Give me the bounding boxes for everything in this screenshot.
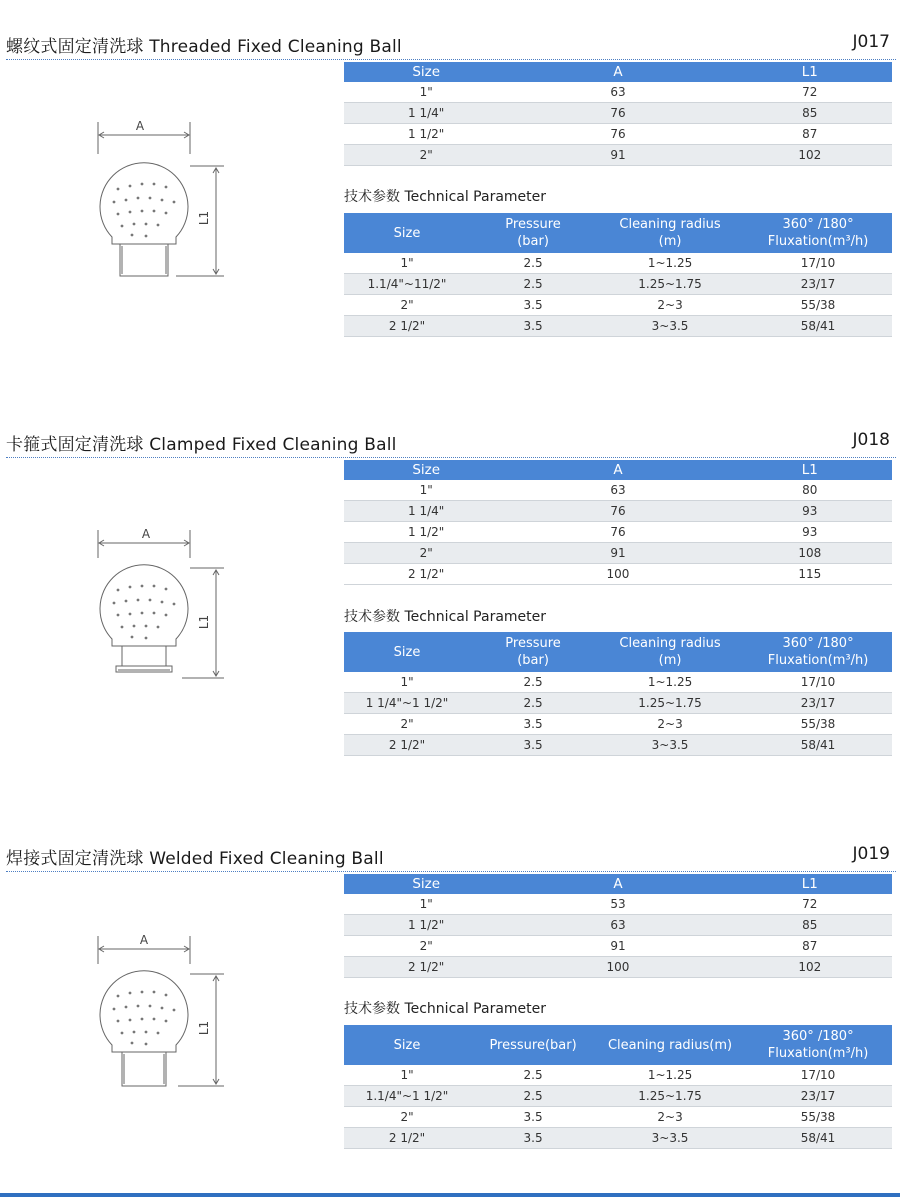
- table-row: [344, 1107, 892, 1128]
- table-row: [344, 295, 892, 316]
- technical-parameter-table: [344, 1025, 892, 1149]
- cell: 55/38: [744, 1107, 892, 1128]
- cell: 1": [344, 480, 508, 501]
- cell: 2 1/2": [344, 957, 508, 978]
- cell: 3~3.5: [596, 1128, 744, 1149]
- tech-parameter-label: 技术参数 Technical Parameter: [344, 189, 547, 205]
- cell: 3~3.5: [596, 316, 744, 337]
- col-header: Size: [344, 62, 508, 82]
- cell: 2.5: [470, 1065, 596, 1086]
- cell: 23/17: [744, 274, 892, 295]
- col-header: A: [508, 62, 727, 82]
- table-row: [344, 714, 892, 735]
- cell: 2.5: [470, 672, 596, 693]
- cell: 23/17: [744, 1086, 892, 1107]
- cell: 87: [728, 124, 892, 145]
- cell: 2": [344, 936, 508, 957]
- cell: 2.5: [470, 274, 596, 295]
- section-title: 焊接式固定清洗球 Welded Fixed Cleaning Ball: [6, 849, 384, 869]
- table-row: [344, 501, 892, 522]
- cell: 58/41: [744, 735, 892, 756]
- cell: 100: [508, 957, 727, 978]
- cell: 2": [344, 1107, 470, 1128]
- cell: 76: [508, 103, 727, 124]
- dim-l1-label: L1: [197, 1020, 211, 1036]
- dim-l1-label: L1: [197, 614, 211, 630]
- cell: 58/41: [744, 316, 892, 337]
- technical-parameter-table: [344, 632, 892, 756]
- clamped-ball-drawing: [88, 518, 238, 688]
- col-header: Size: [344, 1025, 470, 1065]
- cell: 1.25~1.75: [596, 693, 744, 714]
- cell: 17/10: [744, 253, 892, 274]
- cell: 2": [344, 145, 508, 166]
- col-header: Cleaning radius(m): [596, 1025, 744, 1065]
- cell: 1": [344, 82, 508, 103]
- table-row: [344, 894, 892, 915]
- cell: 2.5: [470, 693, 596, 714]
- table-row: [344, 543, 892, 564]
- cell: 87: [728, 936, 892, 957]
- table-row: [344, 274, 892, 295]
- cell: 2~3: [596, 1107, 744, 1128]
- cell: 108: [728, 543, 892, 564]
- cell: 1.1/4"~1 1/2": [344, 1086, 470, 1107]
- cell: 1 1/2": [344, 522, 508, 543]
- cell: 1.25~1.75: [596, 274, 744, 295]
- cell: 1 1/4": [344, 501, 508, 522]
- table-row: [344, 253, 892, 274]
- divider: [6, 871, 896, 872]
- cell: 76: [508, 501, 727, 522]
- col-header: Pressure(bar): [470, 1025, 596, 1065]
- table-row: [344, 82, 892, 103]
- cell: 1.1/4"~11/2": [344, 274, 470, 295]
- table-row: [344, 564, 892, 585]
- cell: 100: [508, 564, 727, 585]
- cell: 2.5: [470, 253, 596, 274]
- cell: 1": [344, 253, 470, 274]
- cell: 2 1/2": [344, 564, 508, 585]
- col-header: Size: [344, 213, 470, 253]
- table-row: [344, 936, 892, 957]
- cell: 1 1/2": [344, 124, 508, 145]
- cell: 3.5: [470, 735, 596, 756]
- dimension-table: [344, 460, 892, 585]
- cell: 63: [508, 480, 727, 501]
- cell: 2": [344, 295, 470, 316]
- col-header: 360° /180° Fluxation(m³/h): [744, 632, 892, 672]
- cell: 91: [508, 543, 727, 564]
- col-header: A: [508, 460, 727, 480]
- dim-a-label: A: [135, 119, 145, 133]
- cell: 102: [728, 145, 892, 166]
- cell: 1~1.25: [596, 672, 744, 693]
- threaded-ball-drawing: [88, 114, 238, 284]
- cell: 3.5: [470, 316, 596, 337]
- cell: 55/38: [744, 295, 892, 316]
- cell: 2~3: [596, 295, 744, 316]
- welded-ball-drawing: [88, 924, 238, 1094]
- cell: 3.5: [470, 295, 596, 316]
- table-row: [344, 316, 892, 337]
- table-row: [344, 735, 892, 756]
- cell: 1": [344, 894, 508, 915]
- dimension-table: [344, 62, 892, 166]
- cell: 85: [728, 103, 892, 124]
- cell: 1 1/2": [344, 915, 508, 936]
- tech-parameter-label: 技术参数 Technical Parameter: [344, 609, 547, 625]
- section-title: 螺纹式固定清洗球 Threaded Fixed Cleaning Ball: [6, 37, 402, 57]
- cell: 1~1.25: [596, 1065, 744, 1086]
- col-header: Cleaning radius (m): [596, 213, 744, 253]
- cell: 58/41: [744, 1128, 892, 1149]
- col-header: Size: [344, 874, 508, 894]
- cell: 76: [508, 124, 727, 145]
- cell: 63: [508, 82, 727, 103]
- col-header: 360° /180° Fluxation(m³/h): [744, 1025, 892, 1065]
- page-bottom-rule: [0, 1193, 900, 1197]
- table-row: [344, 1128, 892, 1149]
- cell: 3.5: [470, 714, 596, 735]
- col-header: A: [508, 874, 727, 894]
- cell: 3~3.5: [596, 735, 744, 756]
- divider: [6, 457, 896, 458]
- col-header: Size: [344, 632, 470, 672]
- col-header: Cleaning radius (m): [596, 632, 744, 672]
- table-row: [344, 957, 892, 978]
- cell: 23/17: [744, 693, 892, 714]
- technical-parameter-table: [344, 213, 892, 337]
- table-row: [344, 693, 892, 714]
- cell: 2 1/2": [344, 316, 470, 337]
- cell: 63: [508, 915, 727, 936]
- cell: 2": [344, 543, 508, 564]
- cell: 2 1/2": [344, 1128, 470, 1149]
- cell: 3.5: [470, 1107, 596, 1128]
- cell: 17/10: [744, 1065, 892, 1086]
- dimension-table: [344, 874, 892, 978]
- col-header: Size: [344, 460, 508, 480]
- cell: 1 1/4"~1 1/2": [344, 693, 470, 714]
- cell: 85: [728, 915, 892, 936]
- col-header: L1: [728, 460, 892, 480]
- section-title: 卡箍式固定清洗球 Clamped Fixed Cleaning Ball: [6, 435, 397, 455]
- col-header: L1: [728, 62, 892, 82]
- cell: 76: [508, 522, 727, 543]
- cell: 2.5: [470, 1086, 596, 1107]
- cell: 72: [728, 82, 892, 103]
- dim-a-label: A: [139, 933, 149, 947]
- cell: 53: [508, 894, 727, 915]
- cell: 2": [344, 714, 470, 735]
- product-code: J017: [852, 32, 890, 52]
- cell: 1": [344, 1065, 470, 1086]
- table-row: [344, 1086, 892, 1107]
- table-row: [344, 522, 892, 543]
- col-header: 360° /180° Fluxation(m³/h): [744, 213, 892, 253]
- cell: 2 1/2": [344, 735, 470, 756]
- cell: 115: [728, 564, 892, 585]
- table-row: [344, 145, 892, 166]
- cell: 1": [344, 672, 470, 693]
- col-header: Pressure (bar): [470, 213, 596, 253]
- cell: 91: [508, 145, 727, 166]
- table-row: [344, 1065, 892, 1086]
- cell: 91: [508, 936, 727, 957]
- cell: 72: [728, 894, 892, 915]
- dim-l1-label: L1: [197, 210, 211, 226]
- cell: 2~3: [596, 714, 744, 735]
- tech-parameter-label: 技术参数 Technical Parameter: [344, 1001, 547, 1017]
- cell: 1.25~1.75: [596, 1086, 744, 1107]
- table-row: [344, 103, 892, 124]
- cell: 1~1.25: [596, 253, 744, 274]
- dim-a-label: A: [141, 527, 151, 541]
- product-code: J019: [852, 844, 890, 864]
- cell: 55/38: [744, 714, 892, 735]
- table-row: [344, 672, 892, 693]
- cell: 93: [728, 501, 892, 522]
- cell: 1 1/4": [344, 103, 508, 124]
- cell: 80: [728, 480, 892, 501]
- table-row: [344, 480, 892, 501]
- table-row: [344, 124, 892, 145]
- cell: 17/10: [744, 672, 892, 693]
- product-code: J018: [852, 430, 890, 450]
- cell: 3.5: [470, 1128, 596, 1149]
- col-header: Pressure (bar): [470, 632, 596, 672]
- cell: 93: [728, 522, 892, 543]
- cell: 102: [728, 957, 892, 978]
- col-header: L1: [728, 874, 892, 894]
- table-row: [344, 915, 892, 936]
- divider: [6, 59, 896, 60]
